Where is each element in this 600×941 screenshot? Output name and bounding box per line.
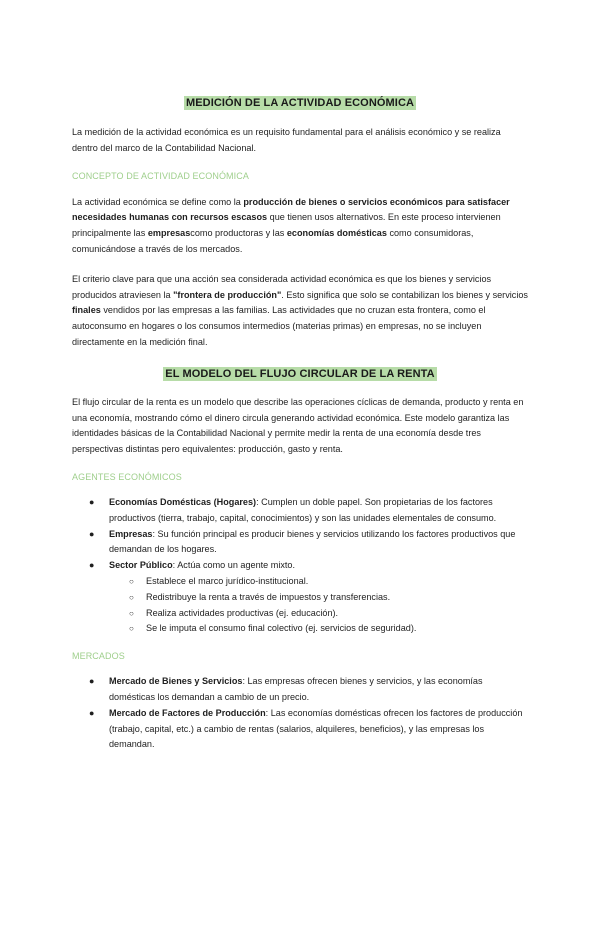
public-sector-sublist [109, 574, 528, 637]
bullet-icon: ● [89, 676, 95, 687]
document-page [0, 93, 600, 941]
intro-paragraph: La medición de la actividad económica es un requisito fundamental para el análisis económico y se realiza dentro del marco de la Contabilidad Nacional. [72, 127, 501, 153]
list-item: ● Mercado de Bienes y Servicios: Las empresas ofrecen bienes y servicios, y las economías domésticas los demandan a cambio de un precio. [89, 676, 483, 702]
bullet-icon: ● [89, 707, 95, 718]
agents-list [72, 495, 528, 637]
sublist-item: ○ Se le imputa el consumo final colectivo (ej. servicios de seguridad). [109, 621, 528, 637]
concept-paragraph-2: El criterio clave para que una acción sea considerada actividad económica es que los bienes y servicios producidos atraviesen la "frontera de producción". Esto significa que solo se contabilizan los bienes y servicios finales vendidos por las empresas a las familias. Las actividades que no cruzan esta frontera, como el autoconsumo en hogares o los consumos intermedios (materias primas) en empresas, no se incluyen directamente en la medición final. [72, 273, 528, 347]
sublist-item: ○ Realiza actividades productivas (ej. educación). [109, 606, 528, 622]
markets-list [72, 674, 528, 753]
section-title-flujo-circular: EL MODELO DEL FLUJO CIRCULAR DE LA RENTA [165, 367, 435, 380]
bullet-icon: ● [89, 560, 95, 571]
concept-paragraph-1: La actividad económica se define como la producción de bienes o servicios económicos para satisfacer necesidades humanas con recursos escasos que tienen usos alternativos. En este proceso intervienen principalmente las empresascomo productoras y las economías domésticas como consumidoras, comunicándose a través de los mercados. [72, 196, 510, 254]
section-heading-agents: AGENTES ECONÓMICOS [72, 471, 182, 482]
section-heading-markets: MERCADOS [72, 651, 125, 662]
list-item: ● Sector Público: Actúa como un agente mixto. ○ Establece el marco jurídico-institucional. ○ Redistribuye la renta a través de impuestos y transferencias. ○ Realiza actividades productivas (ej. educación). ○ Se le imputa el consumo final colectivo (ej. servicios de seguridad). [72, 558, 528, 637]
list-item: ● Economías Domésticas (Hogares): Cumplen un doble papel. Son propietarias de los factores productivos (tierra, trabajo, capital, conocimientos) y son las unidades elementales de consumo. [89, 496, 497, 523]
circle-bullet-icon: ○ [129, 576, 134, 586]
sublist-item: ○ Redistribuye la renta a través de impuestos y transferencias. [109, 590, 528, 606]
circle-bullet-icon: ○ [129, 592, 134, 602]
list-item: ● Empresas: Su función principal es producir bienes y servicios utilizando los factores productivos que demandan de los hogares. [89, 528, 516, 555]
bullet-icon: ● [89, 528, 95, 539]
flow-paragraph: El flujo circular de la renta es un modelo que describe las operaciones cíclicas de demanda, producto y renta en una economía, mostrando cómo el dinero circula generando actividad económica. Este modelo garantiza las identidades básicas de la Contabilidad Nacional y permite medir la renta de una economía desde tres perspectivas distintas pero equivalentes: producción, gasto y renta. [72, 396, 524, 455]
circle-bullet-icon: ○ [129, 624, 134, 634]
section-heading-concept: CONCEPTO DE ACTIVIDAD ECONÓMICA [72, 170, 249, 181]
list-item: ● Mercado de Factores de Producción: Las economías domésticas ofrecen los factores de producción (trabajo, capital, etc.) a cambio de rentas (salarios, alquileres, beneficios), y las empresas los demandan. [89, 707, 523, 750]
main-title: MEDICIÓN DE LA ACTIVIDAD ECONÓMICA [185, 97, 415, 109]
sublist-item: ○ Establece el marco jurídico-institucional. [109, 574, 528, 590]
bullet-icon: ● [89, 496, 95, 507]
circle-bullet-icon: ○ [129, 608, 134, 618]
